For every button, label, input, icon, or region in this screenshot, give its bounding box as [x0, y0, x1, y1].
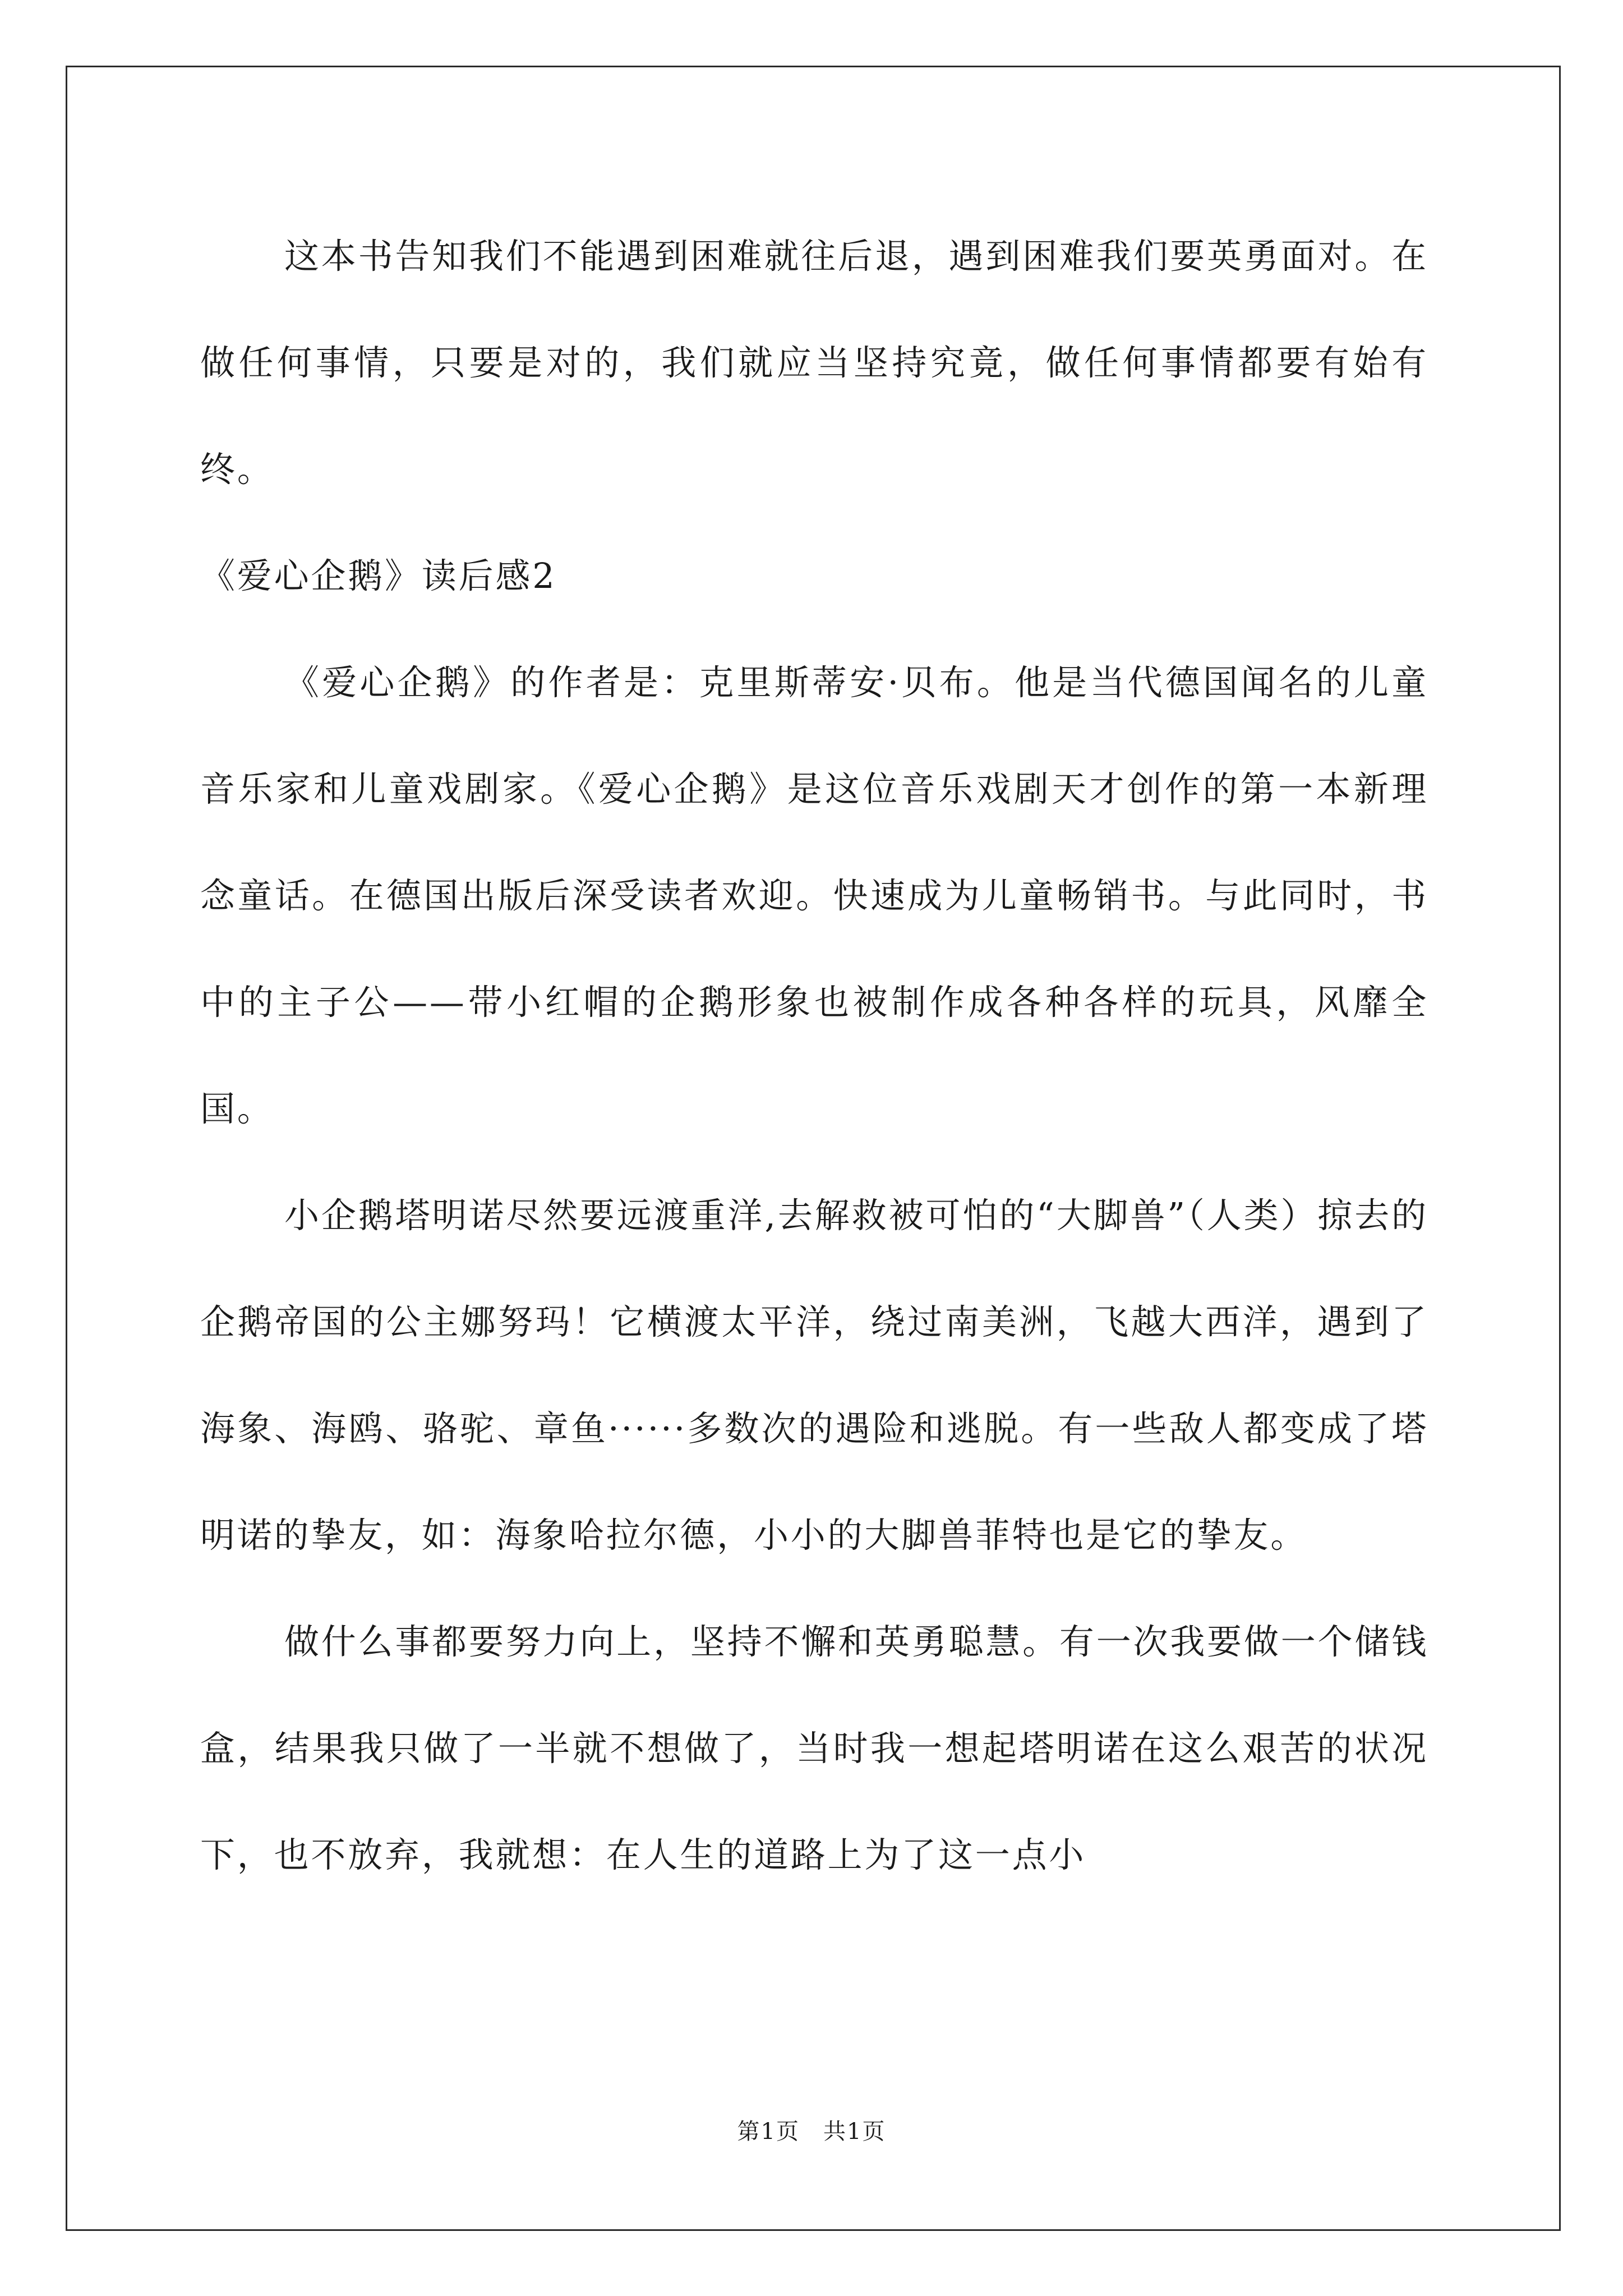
paragraph-4: 做什么事都要努力向上，坚持不懈和英勇聪慧。有一次我要做一个储钱盒，结果我只做了一半就不想做了，当时我一想起塔明诺在这么艰苦的状况下，也不放弃，我就想：在人生的道路上为了这一点小 [200, 1621, 1428, 1875]
document-body [200, 203, 1428, 1908]
paragraph-2: 《爱心企鹅》的作者是：克里斯蒂安·贝布。他是当代德国闻名的儿童音乐家和儿童戏剧家。《爱心企鹅》是这位音乐戏剧天才创作的第一本新理念童话。在德国出版后深受读者欢迎。快速成为儿童畅销书。与此同时，书中的主子公——带小红帽的企鹅形象也被制作成各种各样的玩具，风靡全国。 [200, 662, 1428, 1129]
paragraph-3: 小企鹅塔明诺尽然要远渡重洋,去解救被可怕的“大脚兽”（人类）掠去的企鹅帝国的公主娜努玛！它横渡太平洋，绕过南美洲，飞越大西洋，遇到了海象、海鸥、骆驼、章鱼······多数次的遇险和逃脱。有一些敌人都变成了塔明诺的挚友，如：海象哈拉尔德，小小的大脚兽菲特也是它的挚友。 [200, 1195, 1428, 1556]
section-heading: 《爱心企鹅》读后感2 [200, 555, 557, 596]
paragraph-1: 这本书告知我们不能遇到困难就往后退，遇到困难我们要英勇面对。在做任何事情，只要是对的，我们就应当坚持究竟，做任何事情都要有始有终。 [200, 236, 1428, 490]
page-number-footer: 第1页 共1页 [737, 2119, 886, 2145]
